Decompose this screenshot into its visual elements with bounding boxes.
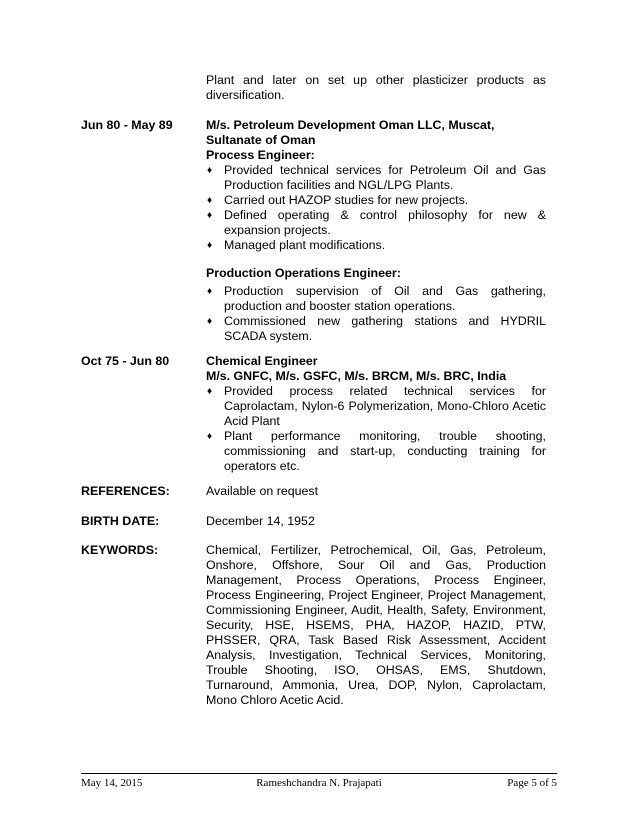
list-item: ♦ Provided process related technical services for Caprolactam, Nylon-6 Polymerization, Mono-Chloro Acetic Acid Plant [207,384,546,428]
list-item: ♦ Defined operating & control philosophy for new & expansion projects. [207,208,546,237]
job-1-role-1-title: Process Engineer: [206,148,315,162]
job-1-role-2-bullets [206,284,546,344]
footer-page-number: Page 5 of 5 [507,777,557,789]
diamond-bullet-icon: ♦ [207,431,213,442]
list-item: ♦ Carried out HAZOP studies for new projects. [207,193,469,207]
job-2-dates: Oct 75 - Jun 80 [81,354,170,368]
references-label: REFERENCES: [81,484,170,498]
list-item: ♦ Provided technical services for Petroleum Oil and Gas Production facilities and NGL/LPG Plants. [207,163,546,192]
job-2-title: Chemical Engineer [206,354,318,368]
keywords-label: KEYWORDS: [81,543,159,557]
footer-date: May 14, 2015 [81,777,143,789]
birth-date-value: December 14, 1952 [206,514,315,528]
diamond-bullet-icon: ♦ [207,386,213,397]
list-item: ♦ Plant performance monitoring, trouble shooting, commissioning and start-up, conducting training for operators etc. [207,429,546,473]
diamond-bullet-icon: ♦ [207,286,213,297]
job-2-bullets [206,384,546,474]
job-1-role-2-title: Production Operations Engineer: [206,266,401,280]
diamond-bullet-icon: ♦ [207,240,213,251]
job-2-block [206,354,546,474]
diamond-bullet-icon: ♦ [207,165,213,176]
list-item: ♦ Commissioned new gathering stations and HYDRIL SCADA system. [207,314,546,343]
birth-date-label: BIRTH DATE: [81,514,160,528]
references-value: Available on request [206,484,319,498]
job-1-company-line2: Sultanate of Oman [206,133,316,147]
list-item: ♦ Managed plant modifications. [207,238,386,252]
diamond-bullet-icon: ♦ [207,195,213,206]
job-1-company-line1: M/s. Petroleum Development Oman LLC, Muscat, [206,118,495,132]
list-item: ♦ Production supervision of Oil and Gas gathering, production and booster station operations. [207,284,546,313]
diamond-bullet-icon: ♦ [207,316,213,327]
job-1-block [206,118,546,344]
job-1-dates: Jun 80 - May 89 [81,118,173,132]
keywords-value: Chemical, Fertilizer, Petrochemical, Oil, Gas, Petroleum, Onshore, Offshore, Sour Oil and Gas, Production Management, Process Operations, Process Engineer, Process Engineering, Project Engineer, Project Management, Commissioning Engineer, Audit, Health, Safety, Environment, Security, HSE, HSEMS, PHA, HAZOP, HAZID, PTW, PHSSER, QRA, Task Based Risk Assessment, Accident Analysis, Investigation, Technical Services, Monitoring, Trouble Shooting, ISO, OHSAS, EMS, Shutdown, Turnaround, Ammonia, Urea, DOP, Nylon, Caprolactam, Mono Chloro Acetic Acid. [206,543,546,707]
diamond-bullet-icon: ♦ [207,210,213,221]
footer-divider [81,773,557,774]
intro-paragraph: Plant and later on set up other plasticizer products as diversification. [206,73,546,102]
job-2-company: M/s. GNFC, M/s. GSFC, M/s. BRCM, M/s. BRC, India [206,369,507,383]
footer-author: Rameshchandra N. Prajapati [256,777,382,789]
job-1-role-1-bullets [206,163,546,253]
